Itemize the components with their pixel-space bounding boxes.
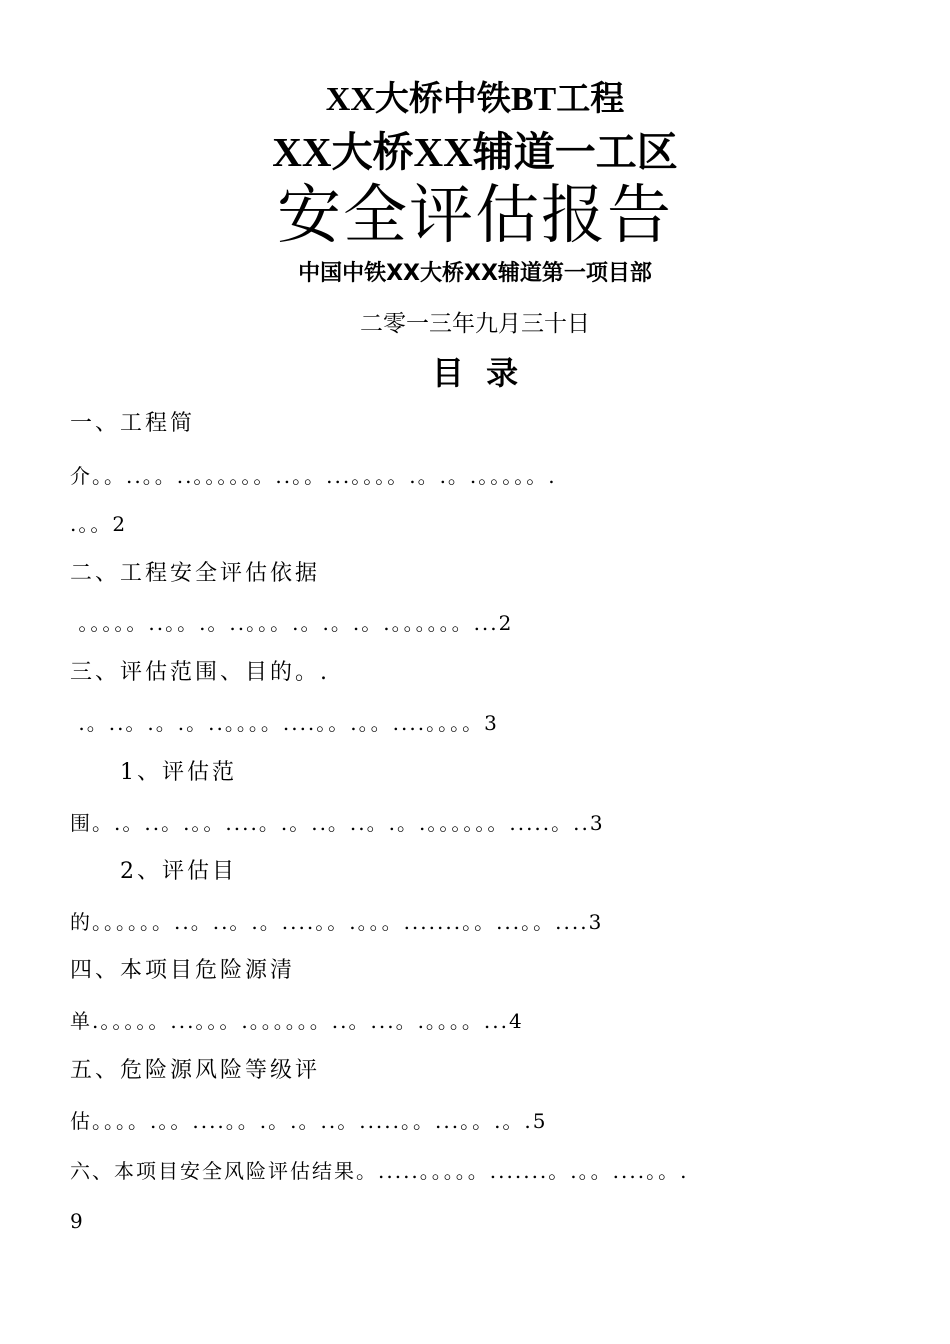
report-title: 安全评估报告: [277, 179, 673, 253]
toc-line: 的。。。。。。..。..。.。....。。.。。。.......。。...。。....3: [70, 910, 604, 934]
toc-line: 一、工程简: [70, 411, 196, 436]
project-title: XX大桥中铁BT工程: [325, 81, 625, 118]
toc-line: .。。2: [70, 512, 128, 536]
toc-line: 围。.。..。.。。....。.。..。..。.。.。。。。。。.....。..3: [70, 811, 605, 835]
toc-line: .。..。.。.。..。。。。....。。.。。....。。。。3: [70, 711, 499, 735]
toc-line: 介。。..。。..。。。。。。..。。...。。。。.。.。.。。。。。.: [70, 464, 557, 488]
report-date: 二零一三年九月三十日: [360, 311, 590, 337]
toc-heading: 目 录: [431, 354, 519, 392]
toc-line: 1、评估范: [120, 760, 237, 785]
toc-line: 。。。。。..。。.。..。。。.。.。.。.。。。。。。...2: [70, 611, 514, 635]
toc-line: 三、评估范围、目的。.: [70, 660, 330, 685]
toc-line: 六、本项目安全风险评估结果。.....。。。。。.......。.。。....。。.: [70, 1159, 689, 1183]
toc-line: 2、评估目: [120, 859, 237, 884]
toc-line: 估。。。。.。。....。。.。.。..。.....。。...。。.。.5: [70, 1109, 548, 1133]
section-title: XX大桥XX辅道一工区: [272, 129, 678, 175]
toc-line: 二、工程安全评估依据: [70, 561, 321, 586]
toc-line: 四、本项目危险源清: [70, 958, 296, 983]
organization-name: 中国中铁XX大桥XX辅道第一项目部: [298, 261, 652, 286]
toc-line: 9: [70, 1209, 85, 1233]
toc-line: 五、危险源风险等级评: [70, 1058, 321, 1083]
toc-line: 单.。。。。。...。。。.。。。。。。..。...。.。。。。...4: [70, 1009, 524, 1033]
